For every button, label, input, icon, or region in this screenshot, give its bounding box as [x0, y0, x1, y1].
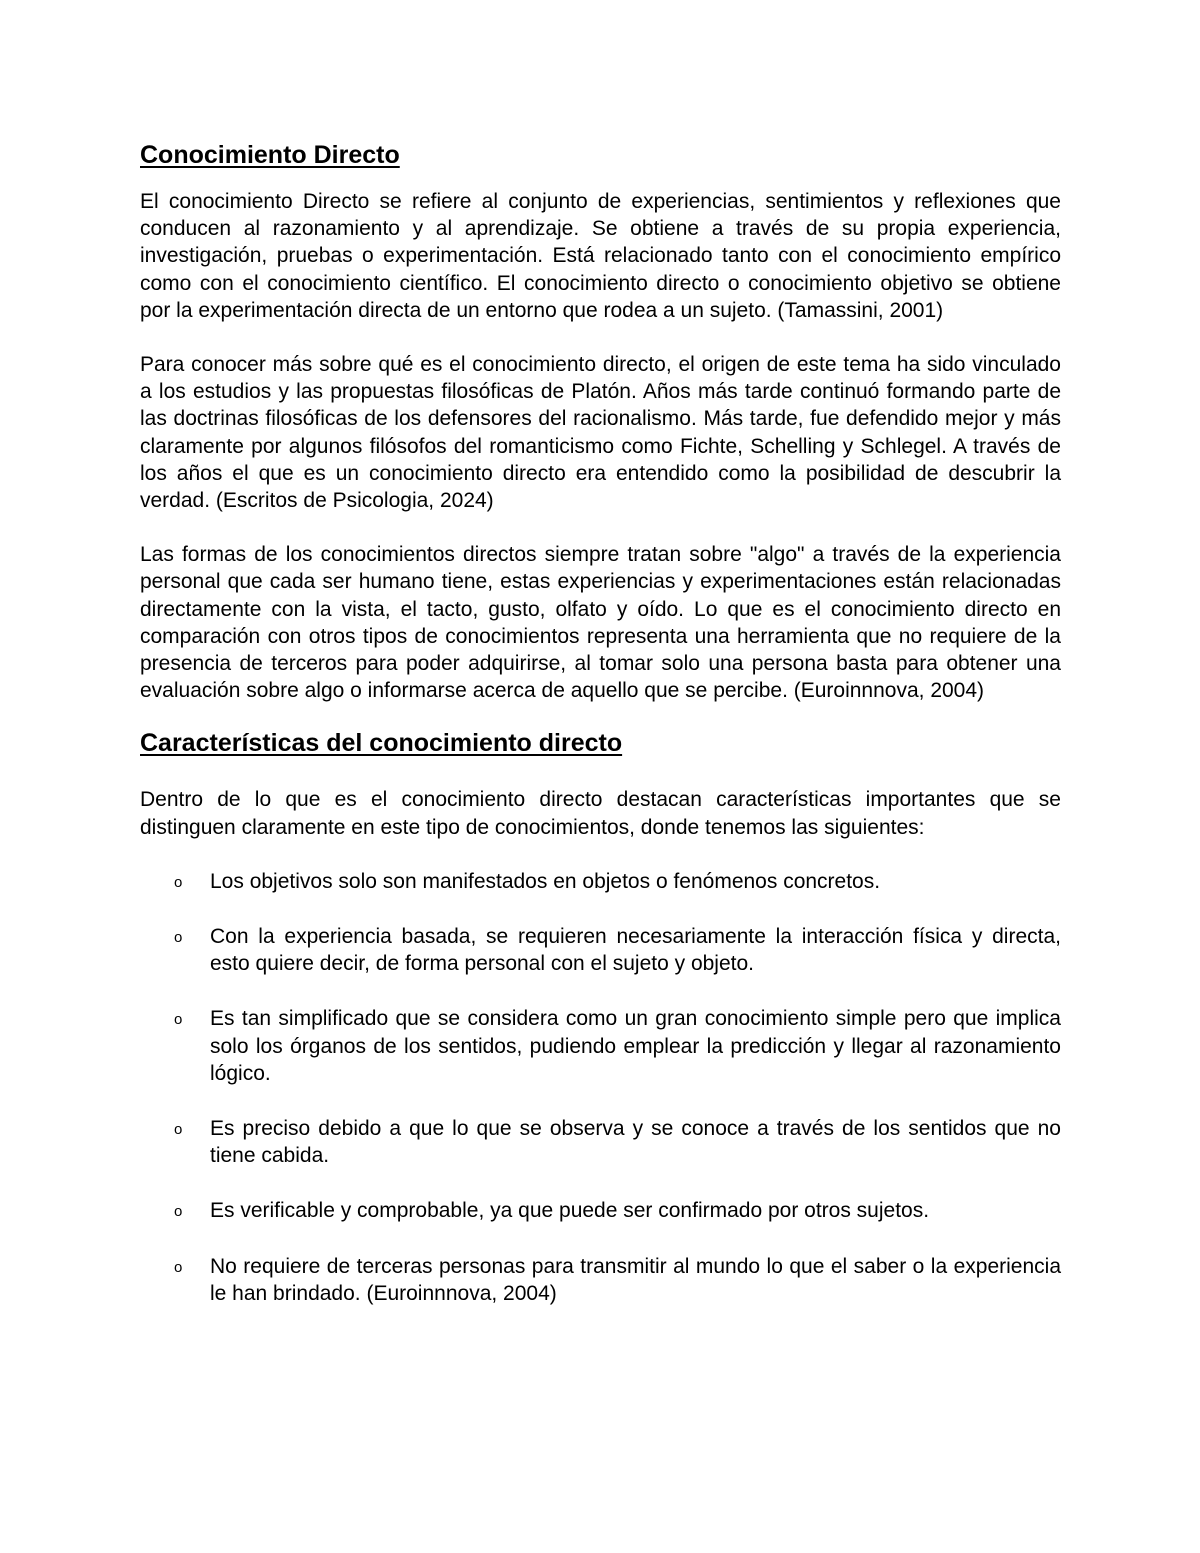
list-item: [140, 1253, 1061, 1307]
list-item: [140, 1197, 1061, 1224]
characteristics-list: [140, 868, 1061, 1307]
paragraph-forms: Las formas de los conocimientos directos siempre tratan sobre "algo" a través de la experiencia personal que cada ser humano tiene, estas experiencias y experimentaciones están relacionadas directamente con la vista, el tacto, gusto, olfato y oído. Lo que es el conocimiento directo en comparación con otros tipos de conocimientos representa una herramienta que no requiere de la presencia de terceros para poder adquirirse, al tomar solo una persona basta para obtener una evaluación sobre algo o informarse acerca de aquello que se percibe. (Euroinnnova, 2004): [140, 543, 1061, 703]
paragraph-characteristics-intro: Dentro de lo que es el conocimiento directo destacan características importantes que se distinguen claramente en este tipo de conocimientos, donde tenemos las siguientes:: [140, 788, 1061, 839]
list-item-text: Es preciso debido a que lo que se observa y se conoce a través de los sentidos que no tiene cabida.: [210, 1117, 1061, 1168]
list-item: [140, 868, 1061, 895]
list-item-text: Con la experiencia basada, se requieren necesariamente la interacción física y directa, esto quiere decir, de forma personal con el sujeto y objeto.: [210, 925, 1061, 976]
paragraph-origin: Para conocer más sobre qué es el conocimiento directo, el origen de este tema ha sido vinculado a los estudios y las propuestas filosóficas de Platón. Años más tarde continuó formando parte de las doctrinas filosóficas de los defensores del racionalismo. Más tarde, fue defendido mejor y más claramente por algunos filósofos del romanticismo como Fichte, Schelling y Schlegel. A través de los años el que es un conocimiento directo era entendido como la posibilidad de descubrir la verdad. (Escritos de Psicologia, 2024): [140, 353, 1061, 513]
list-item: [140, 1005, 1061, 1087]
bullet-icon: o: [174, 1121, 183, 1139]
list-item-text: Es verificable y comprobable, ya que puede ser confirmado por otros sujetos.: [210, 1199, 930, 1223]
bullet-icon: o: [174, 929, 183, 947]
bullet-icon: o: [174, 1203, 183, 1221]
list-item-text: Es tan simplificado que se considera como un gran conocimiento simple pero que implica solo los órganos de los sentidos, pudiendo emplear la predicción y llegar al razonamiento lógico.: [210, 1007, 1061, 1085]
list-item: [140, 1115, 1061, 1169]
list-item: [140, 923, 1061, 977]
bullet-icon: o: [174, 873, 183, 891]
paragraph-definition: El conocimiento Directo se refiere al conjunto de experiencias, sentimientos y reflexiones que conducen al razonamiento y al aprendizaje. Se obtiene a través de su propia experiencia, investigación, pruebas o experimentación. Está relacionado tanto con el conocimiento empírico como con el conocimiento científico. El conocimiento directo o conocimiento objetivo se obtiene por la experimentación directa de un entorno que rodea a un sujeto. (Tamassini, 2001): [140, 190, 1061, 322]
bullet-icon: o: [174, 1258, 183, 1276]
section-title-caracteristicas: Características del conocimiento directo: [140, 729, 623, 758]
list-item-text: Los objetivos solo son manifestados en objetos o fenómenos concretos.: [210, 869, 881, 893]
section-title-conocimiento-directo: Conocimiento Directo: [140, 141, 400, 169]
list-item-text: No requiere de terceras personas para transmitir al mundo lo que el saber o la experiencia le han brindado. (Euroinnnova, 2004): [210, 1254, 1061, 1305]
bullet-icon: o: [174, 1011, 183, 1029]
document-page: [140, 138, 1061, 1335]
